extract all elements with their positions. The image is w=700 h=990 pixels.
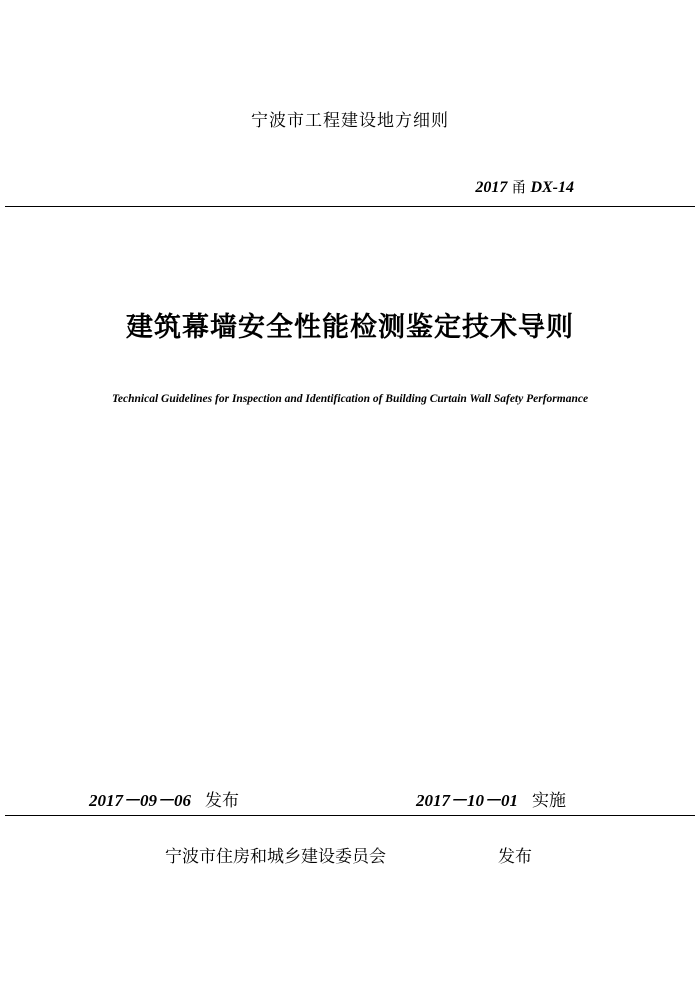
- bottom-divider: [5, 815, 695, 816]
- effective-date: 2017－10－01: [416, 791, 518, 810]
- code-id: DX-14: [530, 179, 574, 196]
- publish-label: 发布: [205, 791, 239, 811]
- top-divider: [5, 206, 695, 207]
- issuer-action: 发布: [498, 847, 532, 867]
- code-city: 甬: [511, 178, 527, 196]
- publish-date-block: [89, 786, 239, 811]
- series-title: 宁波市工程建设地方细则: [251, 111, 449, 131]
- document-code: [475, 176, 574, 197]
- publish-date: 2017－09－06: [89, 791, 191, 810]
- main-title: 建筑幕墙安全性能检测鉴定技术导则: [126, 312, 574, 343]
- effective-date-block: [416, 786, 566, 811]
- english-title: Technical Guidelines for Inspection and Identification of Building Curtain Wall Safety Performance: [111, 393, 589, 405]
- code-year: 2017: [475, 179, 508, 196]
- issuer-name: 宁波市住房和城乡建设委员会: [165, 847, 386, 867]
- effective-label: 实施: [532, 791, 566, 811]
